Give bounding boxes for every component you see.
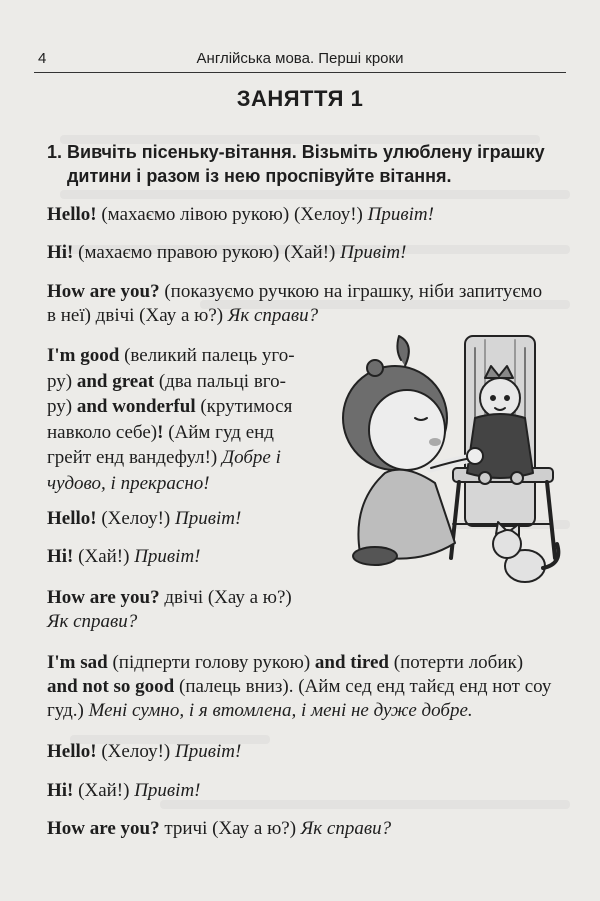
gesture-note: (Айм гуд енд <box>163 421 274 443</box>
gesture-note: (показуємо ручкою на іграшку, ніби запитуємо <box>159 281 543 302</box>
page-number: 4 <box>38 50 47 67</box>
verse-how-are-you-2 <box>47 586 292 634</box>
gesture-note: навколо себе) <box>47 421 158 443</box>
verse-good <box>47 343 295 496</box>
verse-hello-2 <box>47 507 241 531</box>
english-phrase: ! <box>157 421 164 443</box>
verse-hi-1 <box>47 241 406 265</box>
gesture-note: тричі (Хау а ю?) <box>159 818 301 839</box>
verse-hi-2 <box>47 545 201 569</box>
gesture-note: двічі (Хау а ю?) <box>159 587 292 608</box>
doll-dress <box>467 414 533 478</box>
girl-face <box>369 390 445 470</box>
english-phrase: and wonderful <box>76 396 196 417</box>
english-phrase: and not so good <box>47 676 175 697</box>
translation: Мені сумно, і я втомлена, і мені не дуже добре. <box>88 700 473 721</box>
gesture-note: (крутимося <box>195 396 293 417</box>
translation: Добре і <box>222 447 281 468</box>
instruction-line-2: дитини і разом із нею проспівуйте вітання. <box>67 166 452 186</box>
girl-with-doll-illustration <box>335 318 587 600</box>
english-phrase: Hello! <box>47 204 97 225</box>
verse-hello-1 <box>47 203 434 227</box>
gesture-note: гуд.) <box>47 700 89 721</box>
english-phrase: How are you? <box>47 818 160 839</box>
gesture-note: (Хелоу!) <box>96 508 176 529</box>
english-phrase: and great <box>76 370 155 392</box>
gesture-note: (Хелоу!) <box>96 741 176 762</box>
verse-sad <box>47 651 551 723</box>
gesture-note: грейт енд вандефул!) <box>47 447 223 468</box>
translation: Як справи? <box>47 611 138 632</box>
english-phrase: and tired <box>314 652 389 673</box>
translation: Привіт! <box>134 780 201 801</box>
gesture-note: в неї) двічі (Хау а ю?) <box>47 305 228 326</box>
english-phrase: How are you? <box>47 281 160 302</box>
instruction-line-1: 1. Вивчіть пісеньку-вітання. Візьміть улюблену іграшку <box>47 142 545 162</box>
translation: чудово, і прекрасно! <box>47 472 210 494</box>
english-phrase: Hi! <box>47 780 74 801</box>
verse-hi-3 <box>47 779 201 803</box>
lesson-title: ЗАНЯТТЯ 1 <box>236 86 364 111</box>
instruction <box>47 140 572 188</box>
doll-head <box>480 378 520 418</box>
translation: Як справи? <box>227 305 319 326</box>
english-phrase: How are you? <box>47 587 160 608</box>
translation: Як справи? <box>300 818 392 839</box>
girl-dress <box>358 470 455 559</box>
gesture-note: (махаємо правою рукою) (Хай!) <box>73 242 341 263</box>
gesture-note: ру) <box>47 396 77 417</box>
english-phrase: Hello! <box>47 508 97 529</box>
bleed-through <box>60 190 570 199</box>
english-phrase: I'm sad <box>47 652 108 673</box>
gesture-note: (махаємо лівою рукою) (Хелоу!) <box>96 204 368 225</box>
translation: Привіт! <box>134 546 201 567</box>
english-phrase: Hi! <box>47 242 74 263</box>
english-phrase: Hi! <box>47 546 74 567</box>
gesture-note: (палець вниз). (Айм сед енд тайєд енд нот соу <box>174 676 552 697</box>
bleed-through <box>160 800 570 809</box>
translation: Привіт! <box>340 242 407 263</box>
gesture-note: (підперти голову рукою) <box>107 652 315 673</box>
book-title: Англійська мова. Перші кроки <box>196 50 404 67</box>
gesture-note: (потерти лобик) <box>389 652 524 673</box>
translation: Привіт! <box>175 508 242 529</box>
translation: Привіт! <box>175 741 242 762</box>
running-header <box>34 40 566 73</box>
english-phrase: I'm good <box>47 345 120 366</box>
gesture-note: ру) <box>47 370 77 392</box>
gesture-note: (Хай!) <box>73 780 135 801</box>
english-phrase: Hello! <box>47 741 97 762</box>
verse-hello-3 <box>47 740 241 764</box>
verse-how-are-you-3 <box>47 817 391 841</box>
gesture-note: (Хай!) <box>73 546 135 567</box>
gesture-note: (два пальці вго- <box>154 370 286 392</box>
translation: Привіт! <box>367 204 434 225</box>
gesture-note: (великий палець уго- <box>119 345 295 366</box>
